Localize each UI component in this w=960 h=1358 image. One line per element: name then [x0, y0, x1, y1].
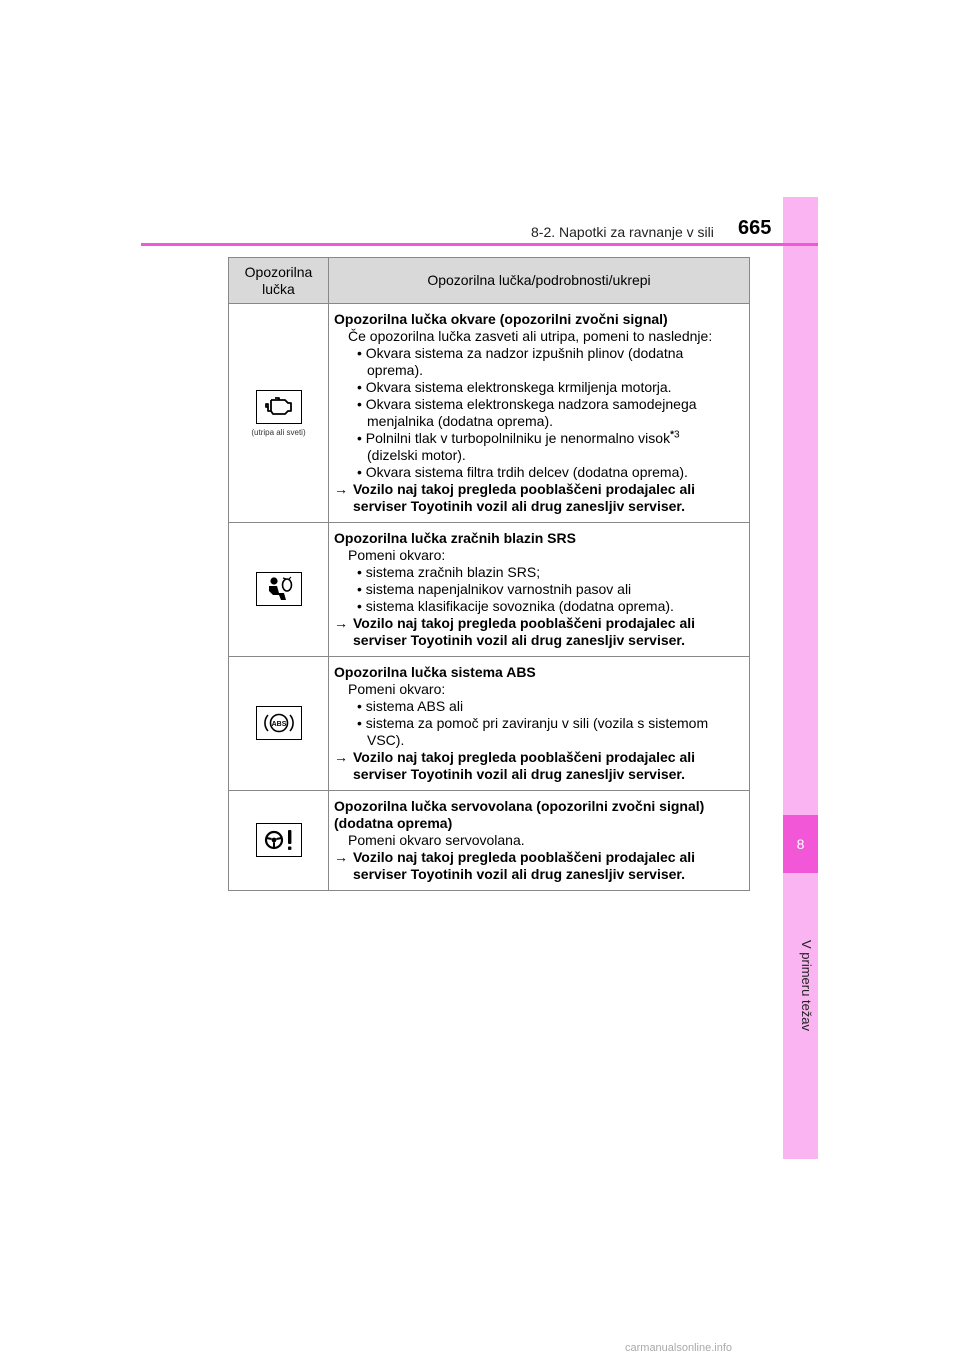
table-row	[229, 304, 750, 523]
lamp-title: Opozorilna lučka sistema ABS	[334, 664, 536, 680]
page-number: 665	[738, 217, 772, 239]
abs-icon-text: ABS	[271, 721, 286, 728]
abs-icon	[256, 706, 302, 740]
lamp-title: Opozorilna lučka okvare (opozorilni zvočni signal)	[334, 311, 668, 327]
action-text: → Vozilo naj takoj pregleda pooblaščeni prodajalec ali serviser Toyotinih vozil ali drug zanesljiv serviser.	[334, 749, 696, 782]
warning-lamp-table	[228, 257, 750, 891]
list-item: • Okvara sistema za nadzor izpušnih plinov (dodatna oprema).	[357, 345, 684, 378]
action-text: → Vozilo naj takoj pregleda pooblaščeni prodajalec ali serviser Toyotinih vozil ali drug zanesljiv serviser.	[334, 849, 696, 882]
lamp-intro: Pomeni okvaro servovolana.	[348, 832, 525, 848]
table-row	[229, 791, 750, 891]
table-row	[229, 657, 750, 791]
arrow-icon: →	[334, 615, 348, 631]
lamp-cell	[229, 523, 329, 657]
arrow-icon: →	[334, 749, 348, 765]
arrow-icon: →	[334, 481, 348, 497]
list-item: • Okvara sistema elektronskega nadzora samodejnega menjalnika (dodatna oprema).	[357, 396, 697, 429]
check-engine-icon	[256, 390, 302, 424]
list-item: • sistema zračnih blazin SRS;	[357, 564, 541, 580]
section-title: 8-2. Napotki za ravnanje v sili	[531, 224, 714, 240]
lamp-note: (utripa ali sveti)	[251, 427, 306, 437]
action-text: → Vozilo naj takoj pregleda pooblaščeni prodajalec ali serviser Toyotinih vozil ali drug zanesljiv serviser.	[334, 481, 696, 514]
header-rule	[141, 243, 818, 246]
table-row	[229, 523, 750, 657]
footer-watermark: carmanualsonline.info	[625, 1342, 733, 1354]
list-item: • sistema ABS ali	[357, 698, 464, 714]
lamp-title: Opozorilna lučka zračnih blazin SRS	[334, 530, 576, 546]
arrow-icon: →	[334, 849, 348, 865]
list-item: • sistema klasifikacije sovoznika (dodatna oprema).	[357, 598, 674, 614]
power-steering-icon	[256, 823, 302, 857]
column-header-lamp: Opozorilna lučka	[229, 258, 329, 304]
action-text: → Vozilo naj takoj pregleda pooblaščeni prodajalec ali serviser Toyotinih vozil ali drug zanesljiv serviser.	[334, 615, 696, 648]
list-item: • Okvara sistema filtra trdih delcev (dodatna oprema).	[357, 464, 688, 480]
list-item: • sistema napenjalnikov varnostnih pasov ali	[357, 581, 632, 597]
lamp-title: Opozorilna lučka servovolana (opozorilni zvočni signal) (dodatna oprema)	[334, 798, 705, 831]
srs-airbag-icon	[256, 572, 302, 606]
lamp-intro: Če opozorilna lučka zasveti ali utripa, pomeni to naslednje:	[348, 328, 713, 344]
description-cell	[329, 304, 750, 523]
footnote-mark: *3	[670, 429, 680, 441]
list-item: • sistema za pomoč pri zaviranju v sili (vozila s sistemom VSC).	[357, 715, 709, 748]
description-cell	[329, 791, 750, 891]
list-item: • Polnilni tlak v turbopolnilniku je nenormalno visok$^{*3}$ (dizelski motor).	[357, 429, 680, 463]
lamp-cell	[229, 657, 329, 791]
list-item: • Okvara sistema elektronskega krmiljenja motorja.	[357, 379, 672, 395]
description-cell	[329, 523, 750, 657]
lamp-intro: Pomeni okvaro:	[348, 681, 446, 697]
lamp-intro: Pomeni okvaro:	[348, 547, 446, 563]
table-header-row	[229, 258, 750, 304]
lamp-cell	[229, 304, 329, 523]
chapter-number: 8	[783, 815, 818, 873]
description-cell	[329, 657, 750, 791]
lamp-cell	[229, 791, 329, 891]
column-header-details: Opozorilna lučka/podrobnosti/ukrepi	[329, 258, 750, 304]
chapter-label: V primeru težav	[799, 940, 814, 1032]
